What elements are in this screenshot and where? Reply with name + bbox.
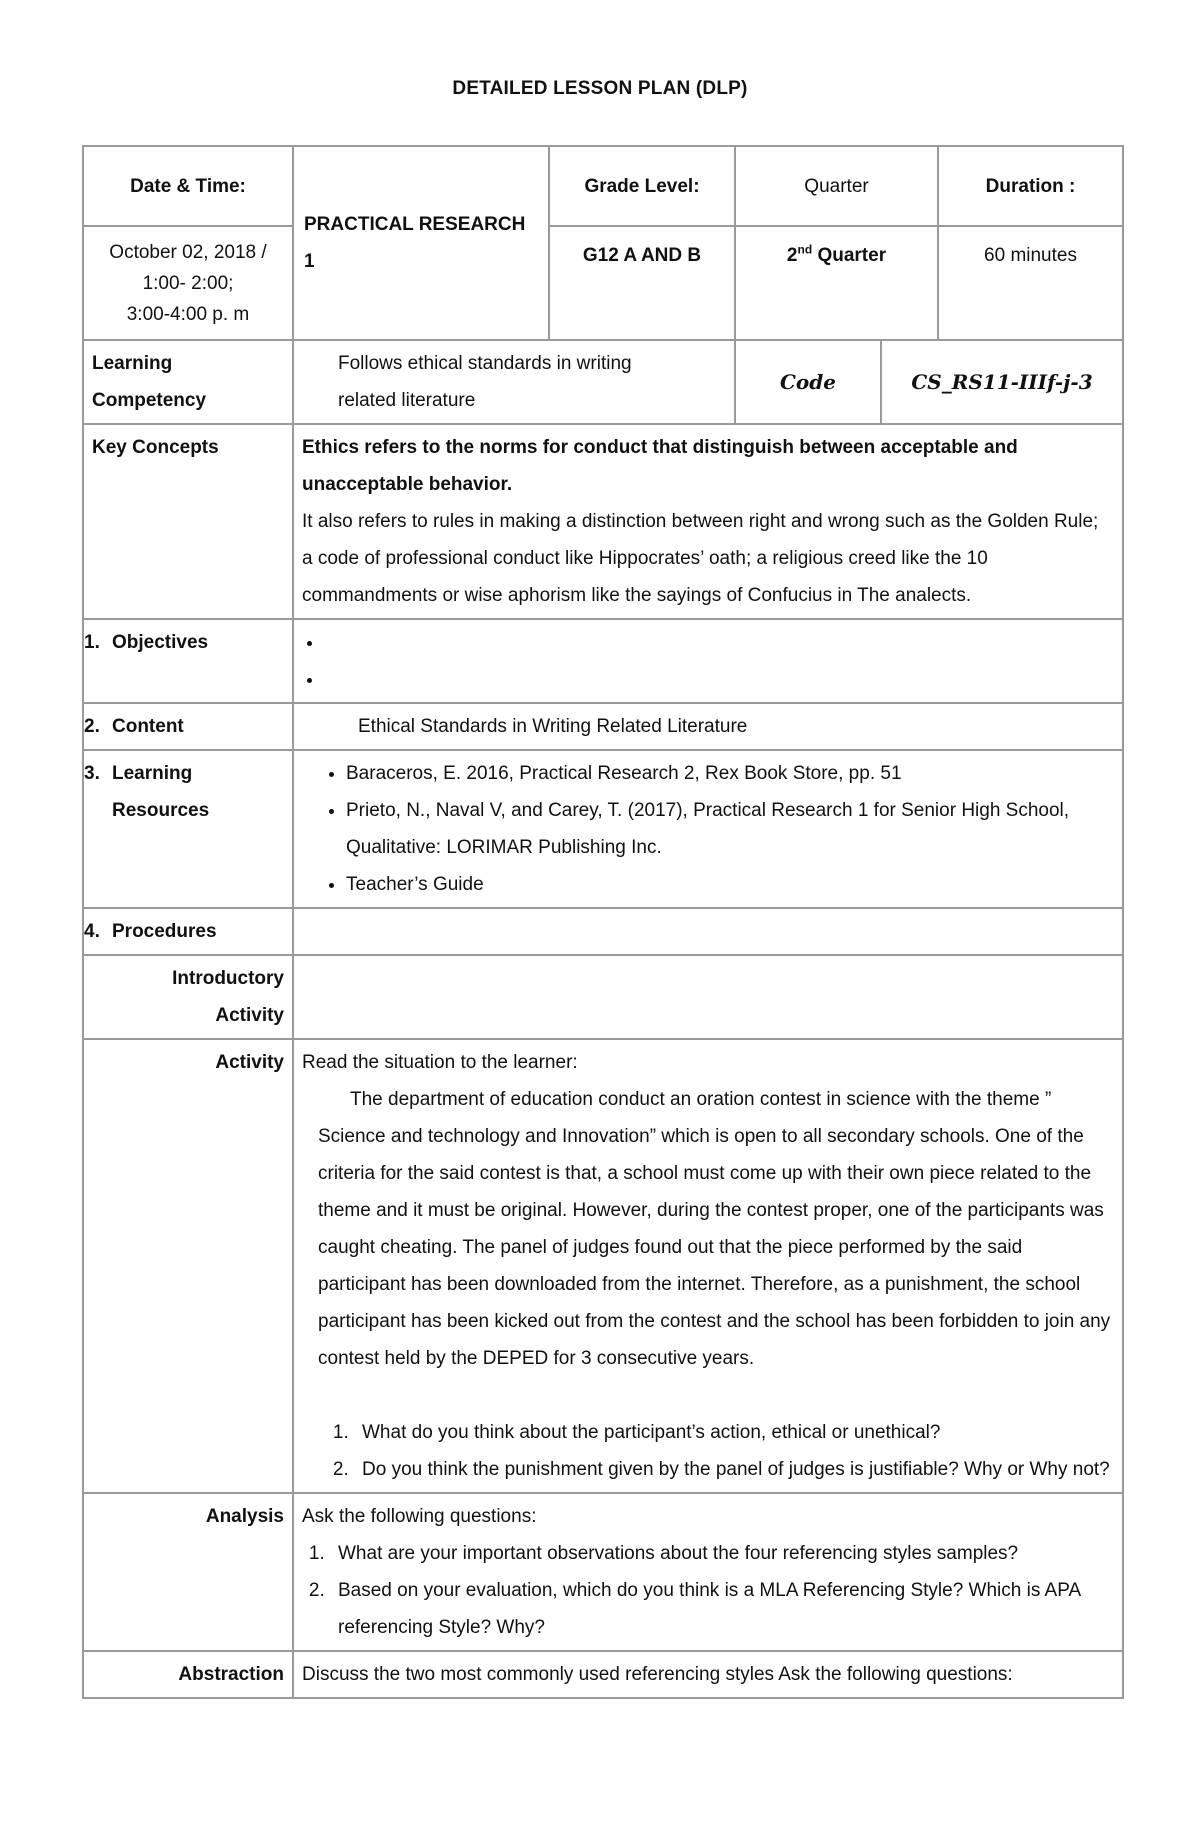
resource-item: • Teacher’s Guide (346, 866, 1114, 903)
quarter-label: Quarter (735, 146, 938, 226)
objectives-label (83, 619, 293, 703)
objectives-row (83, 619, 1123, 703)
activity-question: 1. What do you think about the participant’s action, ethical or unethical? (354, 1414, 1114, 1451)
activity-label: Activity (83, 1039, 293, 1493)
activity-intro: Read the situation to the learner: (302, 1052, 578, 1073)
spacer (302, 1377, 1114, 1414)
abstraction-row (83, 1651, 1123, 1698)
content-row (83, 703, 1123, 750)
procedures-label (83, 908, 293, 955)
analysis-row (83, 1493, 1123, 1651)
activity-story: The department of education conduct an oration contest in science with the theme ” Science and technology and Innovation” which is open to all secondary schools. One of the criteria for the said contest is that, a school must come up with their own piece related to the theme and it must be original. However, during the contest proper, one of the participants was caught cheating. The panel of judges found out that the piece performed by the said participant has been downloaded from the internet. Therefore, as a punishment, the school participant has been kicked out from the contest and the school has been forbidden to join any contest held by the DEPED for 3 consecutive years. (318, 1089, 1111, 1369)
resources-number: 3. (84, 763, 100, 784)
content-text: Ethical Standards in Writing Related Literature (293, 703, 1123, 750)
activity-body (293, 1039, 1123, 1493)
key-concepts-body (293, 424, 1123, 619)
quarter-value (735, 226, 938, 340)
objectives-body (293, 619, 1123, 703)
analysis-body (293, 1493, 1123, 1651)
introductory-label (83, 955, 293, 1039)
resource-item: • Prieto, N., Naval V, and Carey, T. (2017), Practical Research 1 for Senior High School, Qualitative: LORIMAR Publishing Inc. (346, 792, 1114, 866)
page-title: DETAILED LESSON PLAN (DLP) (452, 78, 748, 99)
key-concepts-text: It also refers to rules in making a distinction between right and wrong such as the Golden Rule; a code of professional conduct like Hippocrates’ oath; a religious creed like the 10 commandments or wise aphorism like the sayings of Confucius in The analects. (302, 511, 1099, 606)
analysis-intro: Ask the following questions: (302, 1506, 537, 1527)
quarter-suffix: nd (797, 242, 813, 257)
procedures-number: 4. (84, 921, 100, 942)
quarter-number: 2 (786, 245, 798, 266)
activity-row (83, 1039, 1123, 1493)
objective-bullet (324, 624, 1114, 661)
introductory-label-line: Introductory (172, 968, 284, 989)
competency-text-line: related literature (338, 390, 476, 411)
lesson-plan-table (82, 145, 1124, 1699)
competency-label-line: Competency (92, 390, 207, 411)
content-label (83, 703, 293, 750)
key-concepts-definition: Ethics refers to the norms for conduct that distinguish between acceptable and unacceptable behavior. (302, 437, 1018, 495)
date-line: 1:00- 2:00; (142, 272, 234, 294)
date-line: 3:00-4:00 p. m (126, 303, 250, 325)
abstraction-text: Discuss the two most commonly used referencing styles Ask the following questions: (293, 1651, 1123, 1698)
analysis-question: 1. What are your important observations about the four referencing styles samples? (330, 1535, 1114, 1572)
procedures-row (83, 908, 1123, 955)
analysis-question: 2. Based on your evaluation, which do you think is a MLA Referencing Style? Which is APA referencing Style? Why? (330, 1572, 1114, 1646)
competency-label-line: Learning (92, 353, 173, 374)
procedures-title: Procedures (112, 921, 217, 942)
resources-title: Resources (112, 800, 210, 821)
analysis-label: Analysis (83, 1493, 293, 1651)
introductory-body (293, 955, 1123, 1039)
date-value (83, 226, 293, 340)
competency-label (83, 340, 293, 424)
code-label: Code (735, 340, 881, 424)
competency-row (83, 340, 1123, 424)
grade-label: Grade Level: (549, 146, 735, 226)
objectives-number: 1. (84, 632, 100, 653)
resources-label (83, 750, 293, 908)
content-number: 2. (84, 716, 100, 737)
competency-text-line: Follows ethical standards in writing (338, 353, 632, 374)
resources-title: Learning (112, 763, 193, 784)
key-concepts-row (83, 424, 1123, 619)
introductory-row (83, 955, 1123, 1039)
abstraction-label: Abstraction (83, 1651, 293, 1698)
content-title: Content (112, 716, 184, 737)
key-concepts-label: Key Concepts (83, 424, 293, 619)
duration-value: 60 minutes (938, 226, 1123, 340)
header-row (83, 146, 1123, 226)
introductory-label-line: Activity (215, 1005, 284, 1026)
objectives-title: Objectives (112, 632, 209, 653)
resources-list (293, 750, 1123, 908)
date-label: Date & Time: (83, 146, 293, 226)
subject-title: PRACTICAL RESEARCH 1 (293, 146, 549, 340)
objective-bullet (324, 661, 1114, 698)
resources-row (83, 750, 1123, 908)
duration-label: Duration : (938, 146, 1123, 226)
procedures-body (293, 908, 1123, 955)
grade-value: G12 A AND B (549, 226, 735, 340)
header-values-row (83, 226, 1123, 340)
code-value: CS_RS11-IIIf-j-3 (881, 340, 1123, 424)
date-line: October 02, 2018 / (109, 241, 267, 263)
activity-question: 2. Do you think the punishment given by the panel of judges is justifiable? Why or Why not? (354, 1451, 1114, 1488)
competency-text (293, 340, 735, 424)
quarter-word: Quarter (817, 245, 887, 266)
resource-item: • Baraceros, E. 2016, Practical Research 2, Rex Book Store, pp. 51 (346, 755, 1114, 792)
